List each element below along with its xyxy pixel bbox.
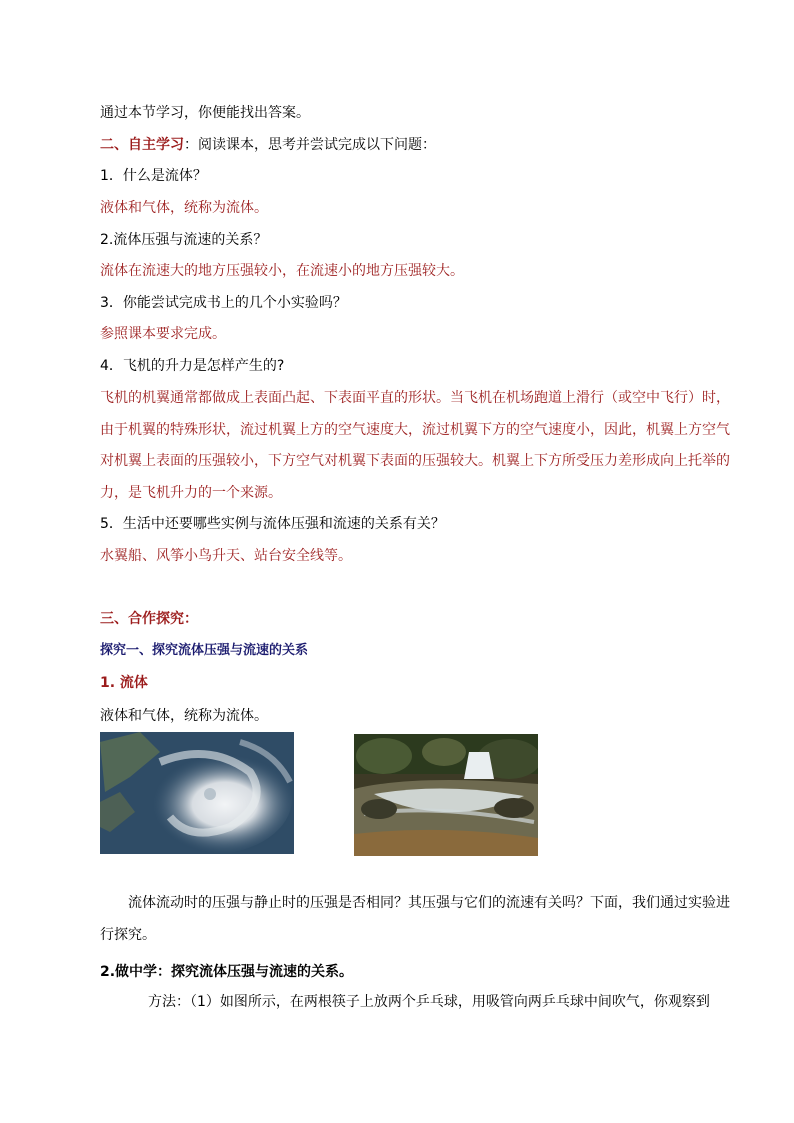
cooperative-heading: 三、合作探究 [100, 611, 184, 627]
sub-section-1: 探究一、探究流体压强与流速的关系 [100, 643, 309, 658]
item-2-title: 2.做中学：探究流体压强与流速的关系。 [100, 964, 354, 980]
self-study-instruction: ：阅读课本，思考并尝试完成以下问题： [184, 137, 436, 153]
cooperative-heading-line [100, 609, 198, 629]
method-text: 方法：（1）如图所示，在两根筷子上放两个乒乓球，用吸管向两乒乓球中间吹气，你观察到 [148, 994, 710, 1010]
question-5: 5．生活中还要哪些实例与流体压强和流速的关系有关？ [100, 516, 445, 532]
question-2: 2.流体压强与流速的关系？ [100, 232, 268, 248]
satellite-cloud-image [100, 732, 294, 854]
intro-text: 通过本节学习，你便能找出答案。 [100, 105, 310, 121]
question-paragraph: 流体流动时的压强与静止时的压强是否相同？其压强与它们的流速有关吗？下面，我们通过实验进行探究。 [100, 895, 730, 943]
cooperative-heading-suffix: ： [184, 611, 198, 627]
question-3: 3．你能尝试完成书上的几个小实验吗？ [100, 295, 347, 311]
item-1-title: 1. 流体 [100, 675, 148, 691]
answer-5: 水翼船、风筝小鸟升天、站台安全线等。 [100, 548, 352, 564]
stream-waterfall-image [354, 734, 538, 856]
question-1: 1．什么是流体？ [100, 168, 207, 184]
answer-1: 液体和气体，统称为流体。 [100, 200, 268, 216]
answer-4: 飞机的机翼通常都做成上表面凸起、下表面平直的形状。当飞机在机场跑道上滑行（或空中飞行）时，由于机翼的特殊形状，流过机翼上方的空气速度大，流过机翼下方的空气速度小，因此，机翼上方空气对机翼上表面的压强较小，下方空气对机翼下表面的压强较大。机翼上下方所受压力差形成向上托举的力，是飞机升力的一个来源。 [100, 390, 730, 501]
self-study-heading-line [100, 135, 436, 155]
self-study-heading: 二、自主学习 [100, 137, 184, 153]
question-4: 4．飞机的升力是怎样产生的? [100, 358, 285, 374]
answer-2: 流体在流速大的地方压强较小，在流速小的地方压强较大。 [100, 263, 464, 279]
item-1-text: 液体和气体，统称为流体。 [100, 708, 268, 724]
answer-3: 参照课本要求完成。 [100, 326, 226, 342]
